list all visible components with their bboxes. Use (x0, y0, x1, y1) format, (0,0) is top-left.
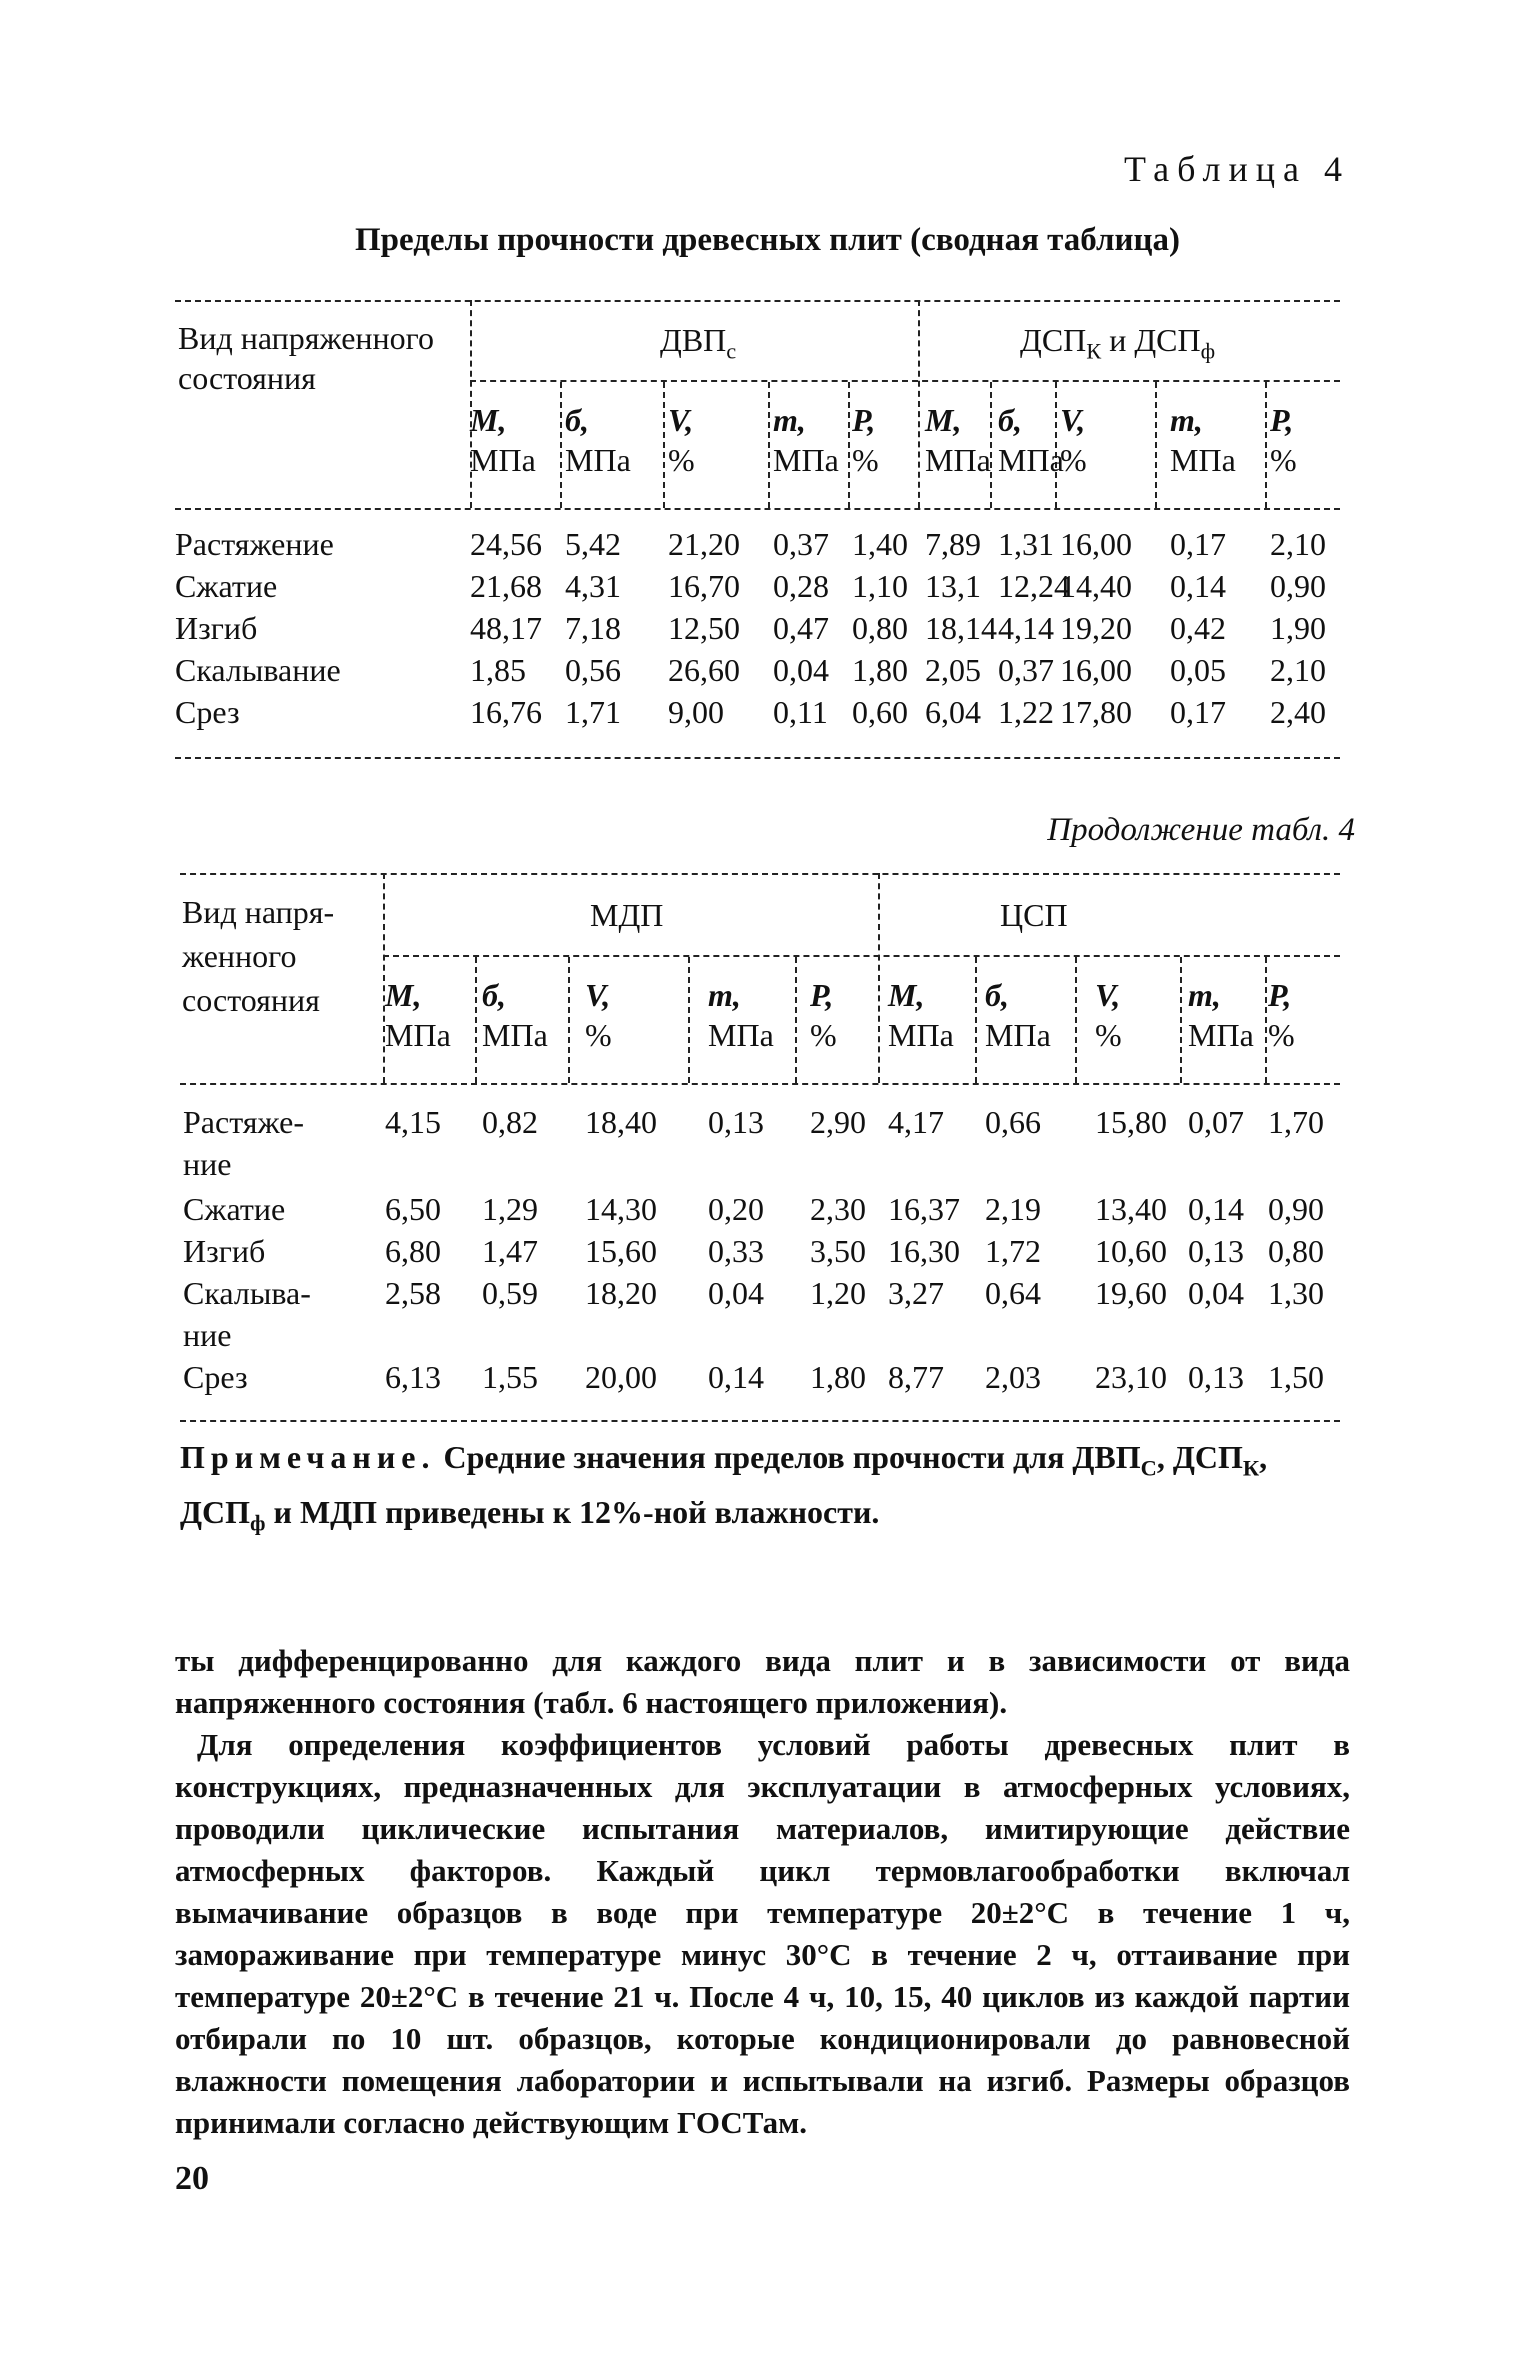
col-unit: МПа (565, 442, 631, 478)
col-unit: % (1270, 442, 1297, 478)
table-cell: 16,37 (888, 1191, 960, 1227)
col-symbol: М, (385, 977, 422, 1013)
table-cell: 1,29 (482, 1191, 538, 1227)
table-cell: 16,00 (1060, 526, 1132, 562)
table-cell: 5,42 (565, 526, 621, 562)
table-cell: 0,66 (985, 1104, 1041, 1140)
table2-col-header (385, 975, 451, 1055)
table-cell: 0,05 (1170, 652, 1226, 688)
col-symbol: m, (708, 977, 741, 1013)
table-cell: 1,90 (1270, 610, 1326, 646)
table2-col-header (810, 975, 837, 1055)
table2-col-header (1188, 975, 1254, 1055)
table-cell: 2,10 (1270, 652, 1326, 688)
table1-col-header (852, 400, 879, 480)
table-cell: 23,10 (1095, 1359, 1167, 1395)
table-cell: 1,80 (810, 1359, 866, 1395)
table-cell: 18,20 (585, 1275, 657, 1311)
table1-col-header (1060, 400, 1087, 480)
table-cell: 2,05 (925, 652, 981, 688)
col-unit: % (1060, 442, 1087, 478)
table-cell: 4,17 (888, 1104, 944, 1140)
row-label: ние (183, 1146, 232, 1182)
col-unit: МПа (888, 1017, 954, 1053)
table-cell: 1,30 (1268, 1275, 1324, 1311)
col-unit: МПа (1188, 1017, 1254, 1053)
col-unit: МПа (998, 442, 1064, 478)
table-cell: 10,60 (1095, 1233, 1167, 1269)
table-cell: 4,14 (998, 610, 1054, 646)
table1-col-header (470, 400, 536, 480)
paragraph-1: ты дифференцированно для каждого вида плит и в зависимости от вида напряженного состояния (табл. 6 настоящего приложения). (175, 1643, 1350, 1720)
table-cell: 1,50 (1268, 1359, 1324, 1395)
col-symbol: m, (1170, 402, 1203, 438)
table1-col-header (1170, 400, 1236, 480)
table2-col-header (585, 975, 612, 1055)
col-unit: МПа (385, 1017, 451, 1053)
table1-row-header: Вид напряженного состояния (178, 320, 434, 396)
col-symbol: V, (1095, 977, 1121, 1013)
table1-col-header (773, 400, 839, 480)
row-label: Растяжение (175, 526, 334, 562)
paragraph-2: Для определения коэффициентов условий работы древесных плит в конструкциях, предназначенных для эксплуатации в атмосферных условиях, проводили циклические испытания материалов, имитирующие действие атмосферных факторов. Каждый цикл термовлагообработки включал вымачивание образцов в воде при температуре 20±2°С в течение 1 ч, замораживание при температуре минус 30°С в течение 2 ч, оттаивание при температуре 20±2°С в течение 21 ч. После 4 ч, 10, 15, 40 циклов из каждой партии отбирали по 10 шт. образцов, которые кондиционировали до равновесной влажности помещения лаборатории и испытывали на изгиб. Размеры образцов принимали согласно действующим ГОСТам. (175, 1727, 1350, 2140)
table-cell: 2,40 (1270, 694, 1326, 730)
table2-col-header (985, 975, 1051, 1055)
table-cell: 0,80 (1268, 1233, 1324, 1269)
row-label: Срез (183, 1359, 248, 1395)
col-symbol: V, (1060, 402, 1086, 438)
table-cell: 13,1 (925, 568, 981, 604)
table-cell: 0,14 (708, 1359, 764, 1395)
table-cell: 18,40 (585, 1104, 657, 1140)
table-cell: 16,76 (470, 694, 542, 730)
table-cell: 1,47 (482, 1233, 538, 1269)
table2-col-header (708, 975, 774, 1055)
table-cell: 16,00 (1060, 652, 1132, 688)
col-unit: МПа (708, 1017, 774, 1053)
table1-col-header (1270, 400, 1297, 480)
table-cell: 0,17 (1170, 694, 1226, 730)
col-unit: % (852, 442, 879, 478)
table-cell: 21,20 (668, 526, 740, 562)
col-symbol: б, (565, 402, 589, 438)
table-cell: 6,04 (925, 694, 981, 730)
table-cell: 0,07 (1188, 1104, 1244, 1140)
col-symbol: б, (985, 977, 1009, 1013)
table-cell: 0,60 (852, 694, 908, 730)
table-cell: 0,11 (773, 694, 828, 730)
table-cell: 15,60 (585, 1233, 657, 1269)
table-cell: 8,77 (888, 1359, 944, 1395)
table1-col-header (998, 400, 1064, 480)
table-cell: 6,80 (385, 1233, 441, 1269)
col-symbol: М, (888, 977, 925, 1013)
table-cell: 1,85 (470, 652, 526, 688)
note-lead: Примечание. (180, 1439, 436, 1475)
table-cell: 1,70 (1268, 1104, 1324, 1140)
col-unit: % (668, 442, 695, 478)
table-cell: 1,20 (810, 1275, 866, 1311)
table-cell: 0,28 (773, 568, 829, 604)
table-cell: 0,64 (985, 1275, 1041, 1311)
table-cell: 9,00 (668, 694, 724, 730)
table-cell: 3,50 (810, 1233, 866, 1269)
col-unit: МПа (925, 442, 991, 478)
table-cell: 7,89 (925, 526, 981, 562)
table-cell: 0,56 (565, 652, 621, 688)
col-symbol: V, (668, 402, 694, 438)
table-cell: 0,17 (1170, 526, 1226, 562)
row-label: Растяже- (183, 1104, 305, 1140)
table-cell: 2,19 (985, 1191, 1041, 1227)
table-cell: 6,50 (385, 1191, 441, 1227)
body-text (175, 1640, 1350, 2144)
row-label: Изгиб (175, 610, 258, 646)
row-label: Срез (175, 694, 240, 730)
continuation-label: Продолжение табл. 4 (1047, 812, 1355, 848)
table-cell: 0,14 (1188, 1191, 1244, 1227)
table-cell: 1,71 (565, 694, 621, 730)
table-cell: 0,42 (1170, 610, 1226, 646)
row-label: Сжатие (183, 1191, 286, 1227)
page-number: 20 (175, 2160, 209, 2197)
table-note: Примечание. Средние значения пределов прочности для $ДВП_С$, $ДСП_К$, $ДСП_ф$ и МДП приведены к 12%-ной влажности. (180, 1439, 1268, 1536)
table-cell: 1,31 (998, 526, 1054, 562)
col-unit: МПа (482, 1017, 548, 1053)
table-cell: 0,90 (1268, 1191, 1324, 1227)
row-label: ние (183, 1317, 232, 1353)
table1-col-header (565, 400, 631, 480)
col-symbol: V, (585, 977, 611, 1013)
col-symbol: P, (1268, 977, 1292, 1013)
table-cell: 26,60 (668, 652, 740, 688)
table-cell: 4,31 (565, 568, 621, 604)
table-cell: 19,60 (1095, 1275, 1167, 1311)
table-cell: 15,80 (1095, 1104, 1167, 1140)
table-cell: 48,17 (470, 610, 542, 646)
row-label: Скалыва- (183, 1275, 311, 1311)
table-cell: 1,80 (852, 652, 908, 688)
table1-group-dvp: $ДВП_с$ (660, 322, 737, 364)
table1-group-dsp: $ДСП_К$ и $ДСП_ф$ (1020, 322, 1216, 364)
table-cell: 1,55 (482, 1359, 538, 1395)
table-cell: 2,30 (810, 1191, 866, 1227)
table-title: Пределы прочности древесных плит (сводная таблица) (354, 222, 1181, 258)
col-symbol: М, (470, 402, 507, 438)
col-unit: % (1095, 1017, 1122, 1053)
table-cell: 1,72 (985, 1233, 1041, 1269)
table-cell: 7,18 (565, 610, 621, 646)
col-unit: % (810, 1017, 837, 1053)
table-cell: 1,10 (852, 568, 908, 604)
col-symbol: P, (1270, 402, 1294, 438)
table-cell: 1,40 (852, 526, 908, 562)
table-cell: 12,24 (998, 568, 1070, 604)
table-cell: 0,37 (773, 526, 829, 562)
table-cell: 0,13 (1188, 1359, 1244, 1395)
table2-group-mdp: МДП (590, 897, 664, 933)
table-cell: 6,13 (385, 1359, 441, 1395)
table-cell: 19,20 (1060, 610, 1132, 646)
table-cell: 0,80 (852, 610, 908, 646)
table2-group-tssp: ЦСП (1000, 897, 1068, 933)
col-symbol: P, (810, 977, 834, 1013)
table-cell: 0,04 (708, 1275, 764, 1311)
table-cell: 0,33 (708, 1233, 764, 1269)
table-cell: 0,37 (998, 652, 1054, 688)
table-cell: 3,27 (888, 1275, 944, 1311)
col-unit: МПа (470, 442, 536, 478)
table-cell: 2,90 (810, 1104, 866, 1140)
table1-col-header (668, 400, 695, 480)
table-cell: 1,22 (998, 694, 1054, 730)
table2-row-header: Вид напря- женного состояния (182, 894, 335, 1018)
table-cell: 0,82 (482, 1104, 538, 1140)
col-symbol: m, (773, 402, 806, 438)
table-cell: 4,15 (385, 1104, 441, 1140)
col-unit: МПа (773, 442, 839, 478)
table-cell: 14,40 (1060, 568, 1132, 604)
col-symbol: б, (998, 402, 1022, 438)
table-cell: 21,68 (470, 568, 542, 604)
table-cell: 0,13 (1188, 1233, 1244, 1269)
table-cell: 0,14 (1170, 568, 1226, 604)
table-cell: 12,50 (668, 610, 740, 646)
table-cell: 16,70 (668, 568, 740, 604)
table-cell: 14,30 (585, 1191, 657, 1227)
col-symbol: М, (925, 402, 962, 438)
table-label: Таблица 4 (1124, 149, 1350, 189)
table-cell: 2,03 (985, 1359, 1041, 1395)
table-cell: 0,20 (708, 1191, 764, 1227)
table-cell: 20,00 (585, 1359, 657, 1395)
table-cell: 0,04 (773, 652, 829, 688)
table2-col-header (888, 975, 954, 1055)
table-cell: 18,14 (925, 610, 997, 646)
table-cell: 0,13 (708, 1104, 764, 1140)
table-cell: 0,90 (1270, 568, 1326, 604)
table-cell: 2,10 (1270, 526, 1326, 562)
col-unit: % (585, 1017, 612, 1053)
table2-col-header (482, 975, 548, 1055)
table-cell: 16,30 (888, 1233, 960, 1269)
col-unit: % (1268, 1017, 1295, 1053)
table-cell: 24,56 (470, 526, 542, 562)
table2-col-header (1268, 975, 1295, 1055)
table-cell: 13,40 (1095, 1191, 1167, 1227)
row-label: Скалывание (175, 652, 341, 688)
row-label: Изгиб (183, 1233, 266, 1269)
row-label: Сжатие (175, 568, 278, 604)
col-symbol: б, (482, 977, 506, 1013)
col-unit: МПа (985, 1017, 1051, 1053)
col-symbol: P, (852, 402, 876, 438)
col-unit: МПа (1170, 442, 1236, 478)
table-cell: 17,80 (1060, 694, 1132, 730)
table-cell: 0,47 (773, 610, 829, 646)
table2-col-header (1095, 975, 1122, 1055)
table1-col-header (925, 400, 991, 480)
table-cell: 2,58 (385, 1275, 441, 1311)
col-symbol: m, (1188, 977, 1221, 1013)
table-cell: 0,04 (1188, 1275, 1244, 1311)
table-cell: 0,59 (482, 1275, 538, 1311)
